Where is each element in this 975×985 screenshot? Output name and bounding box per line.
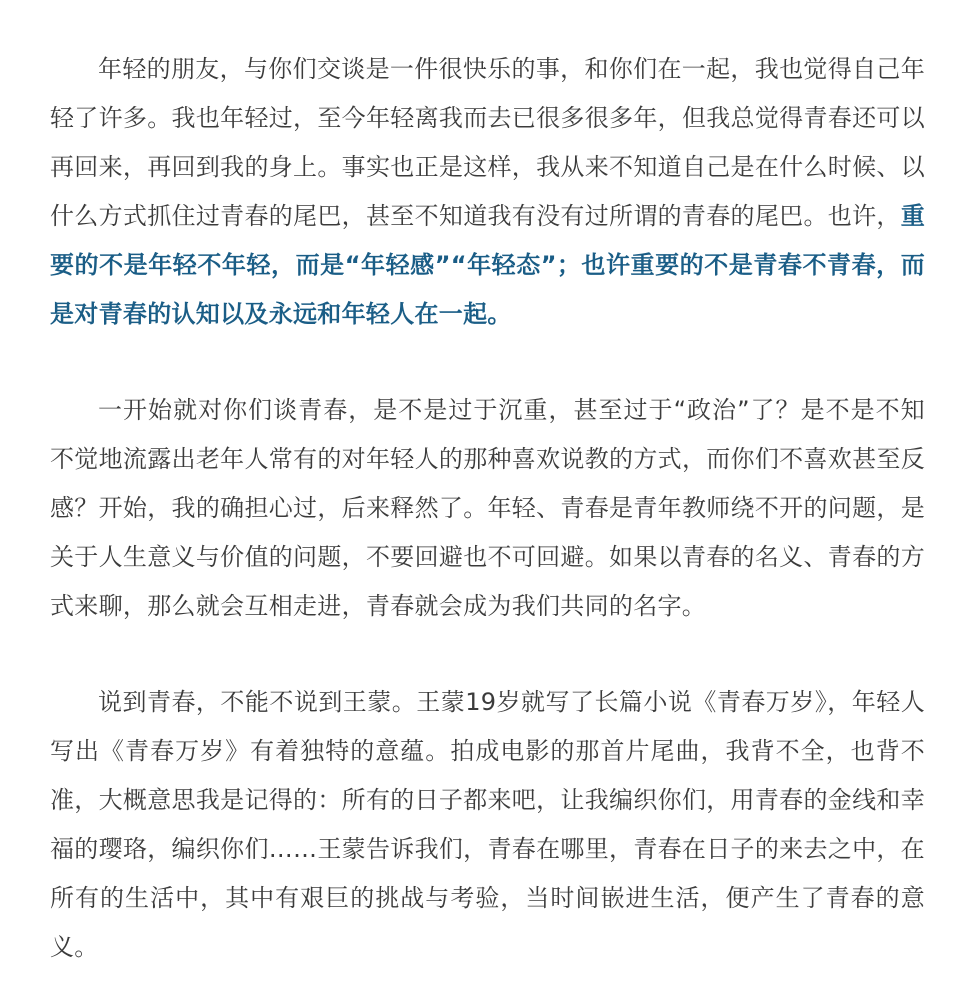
paragraph-3 [50, 678, 925, 972]
paragraph-2-text: 一开始就对你们谈青春，是不是过于沉重，甚至过于“政治”了？是不是不知不觉地流露出老年人常有的对年轻人的那种喜欢说教的方式，而你们不喜欢甚至反感？开始，我的确担心过，后来释然了。年轻、青春是青年教师绕不开的问题，是关于人生意义与价值的问题，不要回避也不可回避。如果以青春的名义、青春的方式来聊，那么就会互相走进，青春就会成为我们共同的名字。 [50, 396, 925, 620]
paragraph-1-text: 年轻的朋友，与你们交谈是一件很快乐的事，和你们在一起，我也觉得自己年轻了许多。我也年轻过，至今年轻离我而去已很多很多年，但我总觉得青春还可以再回来，再回到我的身上。事实也正是这样，我从来不知道自己是在什么时候、以什么方式抓住过青春的尾巴，甚至不知道我有没有过所谓的青春的尾巴。也许， [50, 55, 925, 230]
paragraph-2 [50, 386, 925, 631]
paragraph-3-text: 说到青春，不能不说到王蒙。王蒙19岁就写了长篇小说《青春万岁》，年轻人写出《青春万岁》有着独特的意蕴。拍成电影的那首片尾曲，我背不全，也背不准，大概意思我是记得的：所有的日子都来吧，让我编织你们，用青春的金线和幸福的璎珞，编织你们……王蒙告诉我们，青春在哪里，青春在日子的来去之中，在所有的生活中，其中有艰巨的挑战与考验，当时间嵌进生活，便产生了青春的意义。 [50, 688, 925, 961]
article-body [50, 45, 925, 972]
paragraph-1 [50, 45, 925, 339]
paragraph-1-highlight: 重要的不是年轻不年轻，而是“年轻感”“年轻态”；也许重要的不是青春不青春，而是对青春的认知以及永远和年轻人在一起。 [50, 202, 925, 328]
